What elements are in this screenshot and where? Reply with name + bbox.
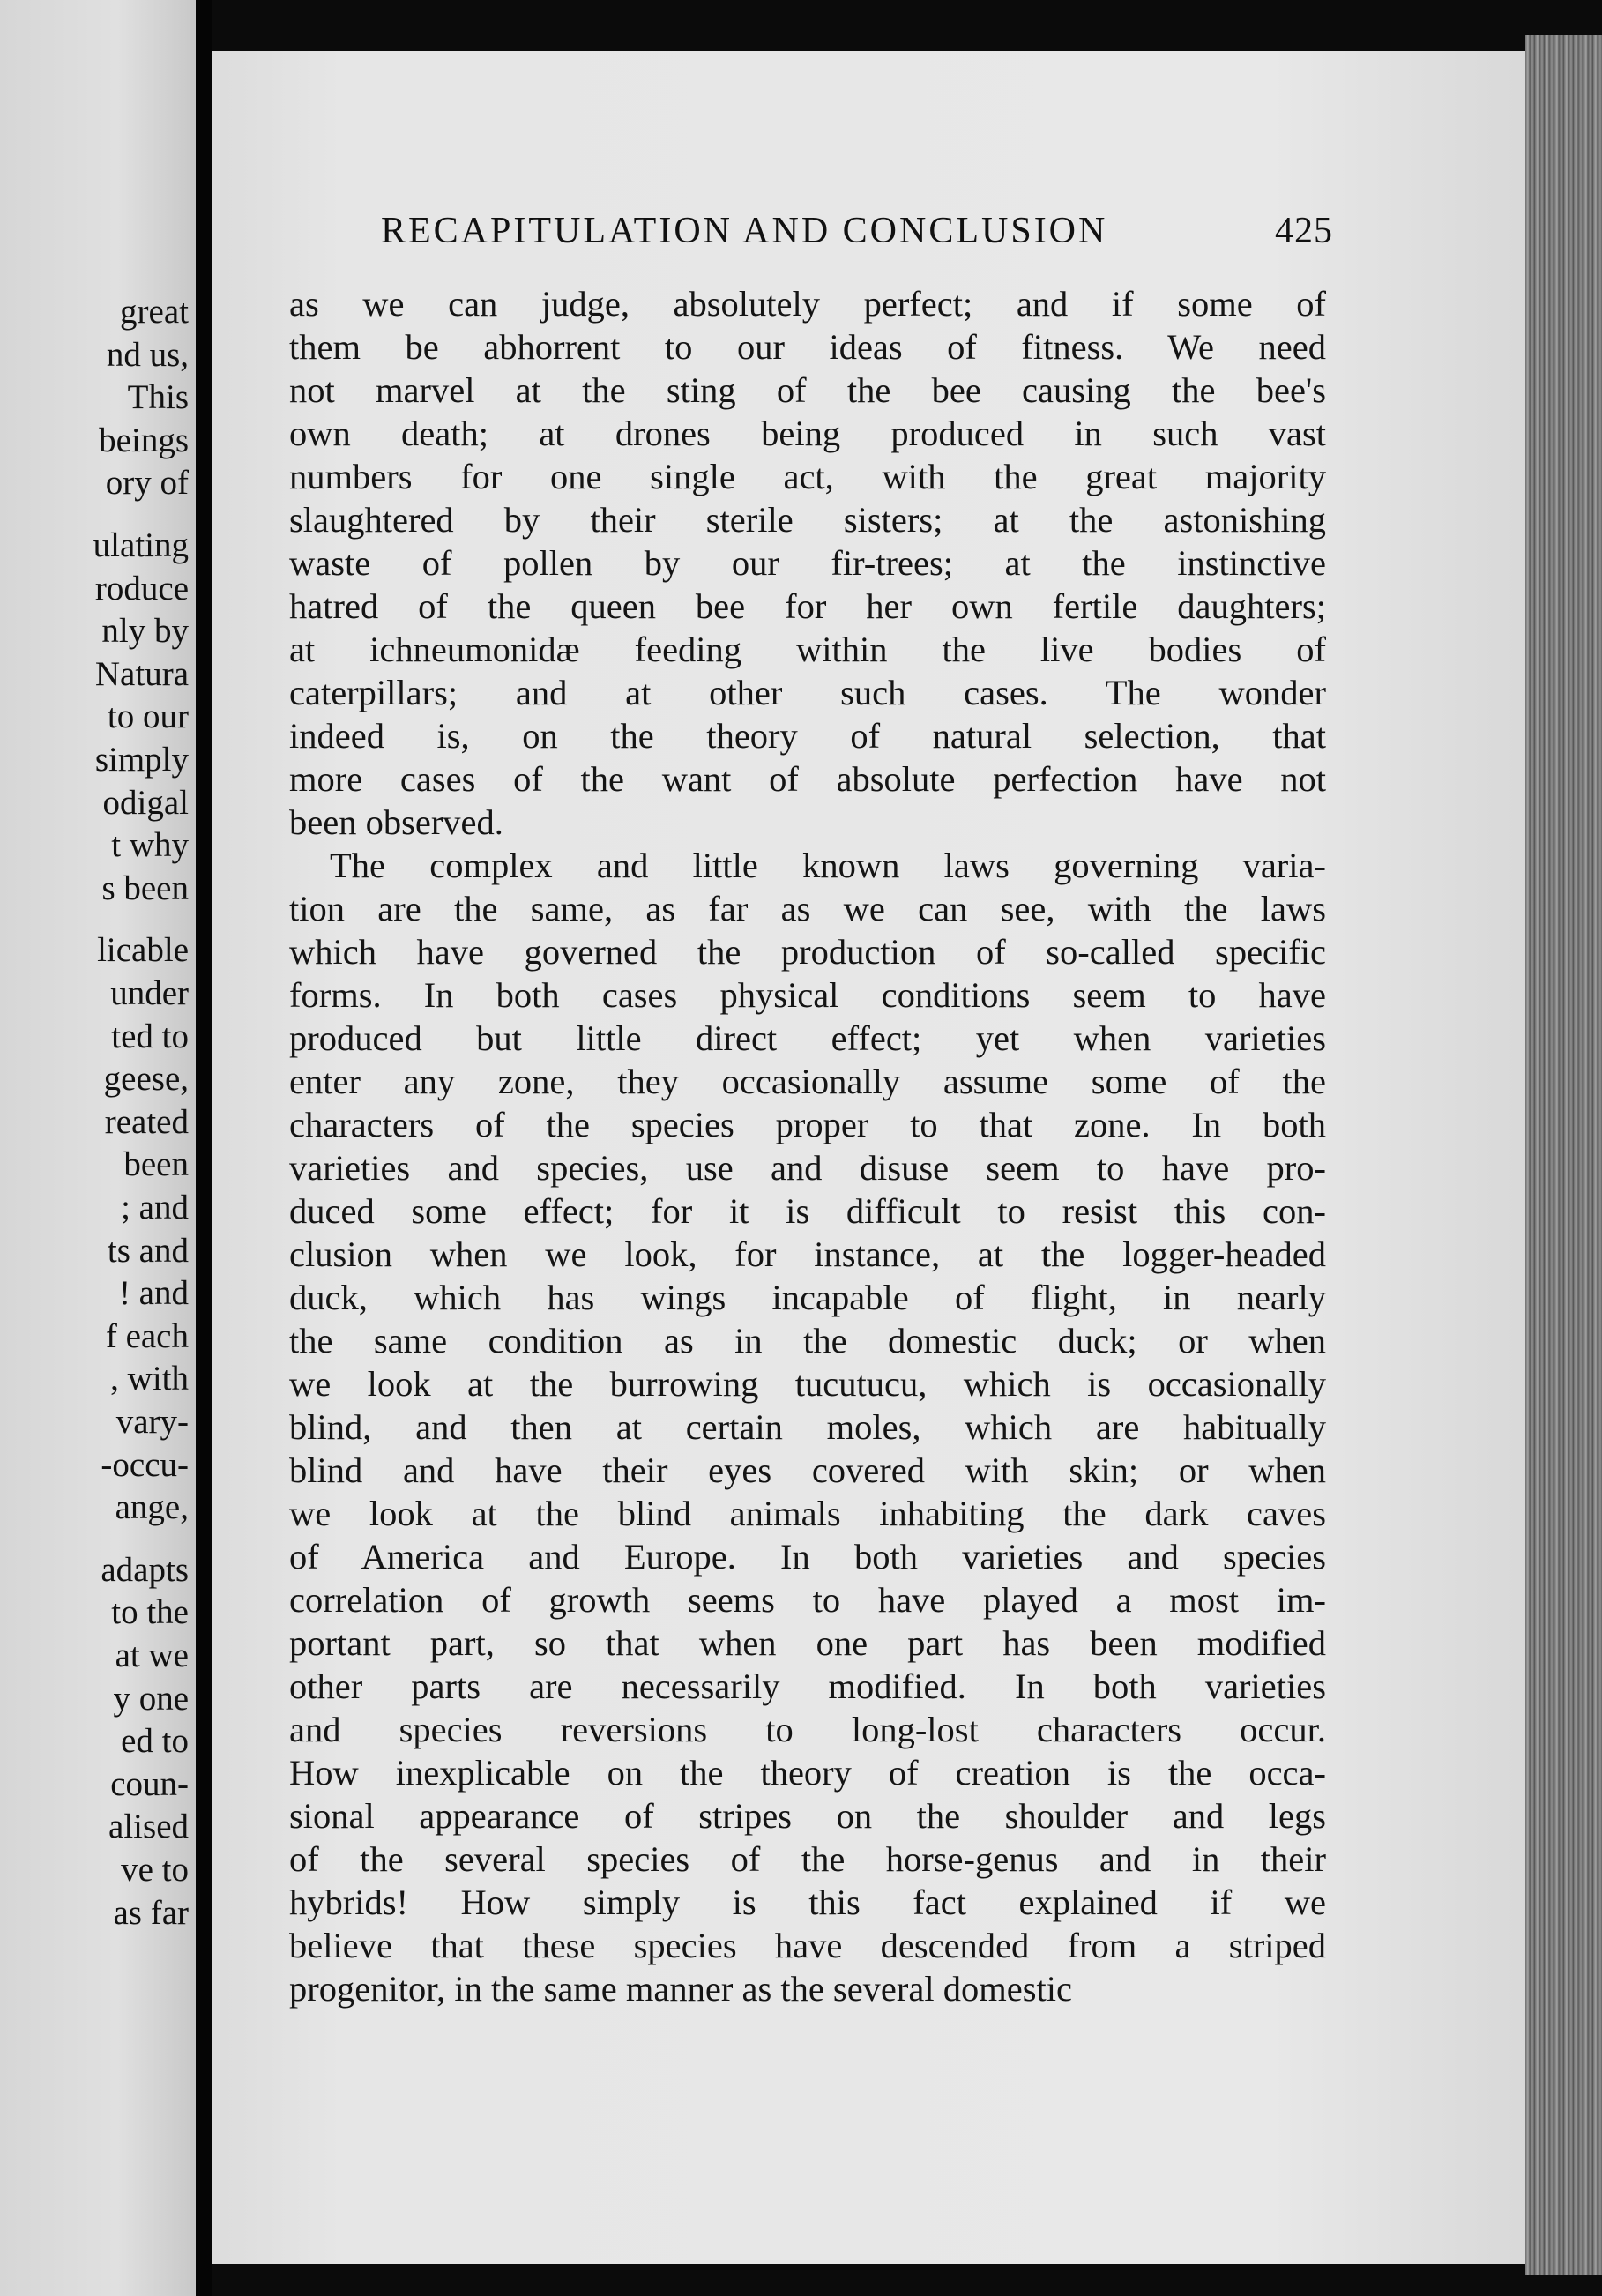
facing-page-text-fragment: y one xyxy=(113,1679,189,1718)
facing-page-text-fragment: odigal xyxy=(102,783,189,822)
facing-page-text-fragment: ange, xyxy=(115,1488,189,1527)
running-head xyxy=(381,210,1333,252)
text-line: correlation of growth seems to have played a most im- xyxy=(289,1580,1326,1620)
text-line: progenitor, in the same manner as the several domestic xyxy=(289,1969,1072,2009)
running-head-title: RECAPITULATION AND CONCLUSION xyxy=(381,211,1108,251)
facing-page-text-fragment: ! and xyxy=(118,1274,189,1313)
facing-page-text-fragment: at we xyxy=(115,1636,189,1674)
text-line: duck, which has wings incapable of flight, in nearly xyxy=(289,1278,1326,1317)
text-line: blind and have their eyes covered with skin; or when xyxy=(289,1450,1326,1490)
text-line: sional appearance of stripes on the shoulder and legs xyxy=(289,1796,1326,1836)
facing-page-text-fragment: nly by xyxy=(101,612,189,651)
facing-page-text-fragment: nd us, xyxy=(106,335,189,374)
text-line: forms. In both cases physical conditions seem to have xyxy=(289,975,1326,1015)
facing-page-text-fragment: , with xyxy=(110,1360,189,1398)
text-line: the same condition as in the domestic duck; or when xyxy=(289,1321,1326,1360)
text-line: The complex and little known laws governing varia- xyxy=(330,846,1326,885)
facing-page-text-fragment: adapts xyxy=(101,1550,189,1589)
facing-page-text-fragment: ted to xyxy=(111,1017,189,1055)
text-line: which have governed the production of so-called specific xyxy=(289,932,1326,972)
facing-page-fragment xyxy=(0,0,196,2296)
text-line: How inexplicable on the theory of creation is the occa- xyxy=(289,1753,1326,1793)
facing-page-text-fragment: ve to xyxy=(121,1851,189,1889)
text-line: of the several species of the horse-genus and in their xyxy=(289,1839,1326,1879)
facing-page-text-fragment: roduce xyxy=(94,569,189,608)
text-line: believe that these species have descended from a striped xyxy=(289,1926,1326,1965)
text-line: duced some effect; for it is difficult to resist this con- xyxy=(289,1191,1326,1231)
text-line: them be abhorrent to our ideas of fitness. We need xyxy=(289,327,1326,367)
text-line: characters of the species proper to that zone. In both xyxy=(289,1105,1326,1144)
text-line: hybrids! How simply is this fact explained if we xyxy=(289,1882,1326,1922)
text-line: blind, and then at certain moles, which are habitually xyxy=(289,1407,1326,1447)
facing-page-text-fragment: beings xyxy=(99,421,189,459)
text-line: numbers for one single act, with the great majority xyxy=(289,457,1326,496)
text-line: indeed is, on the theory of natural selection, that xyxy=(289,716,1326,756)
facing-page-text-fragment: alised xyxy=(108,1808,189,1846)
text-line: not marvel at the sting of the bee causing the bee's xyxy=(289,370,1326,410)
page-edges xyxy=(1525,35,1602,2275)
book-gutter xyxy=(196,0,212,2296)
facing-page-text-fragment: great xyxy=(120,293,189,331)
text-line: we look at the burrowing tucutucu, which is occasionally xyxy=(289,1364,1326,1404)
text-line: tion are the same, as far as we can see, with the laws xyxy=(289,889,1326,928)
facing-page-text-fragment: to the xyxy=(111,1593,189,1632)
facing-page-text-fragment: licable xyxy=(97,931,189,970)
facing-page-text-fragment: been xyxy=(123,1145,189,1184)
facing-page-text-fragment: -occu- xyxy=(101,1445,189,1484)
facing-page-text-fragment: geese, xyxy=(103,1060,189,1099)
facing-page-text-fragment: ts and xyxy=(107,1231,189,1270)
text-line: at ichneumonidæ feeding within the live bodies of xyxy=(289,630,1326,669)
facing-page-text-fragment: ed to xyxy=(121,1722,189,1761)
facing-page-text-fragment: vary- xyxy=(115,1403,189,1441)
facing-page-text-fragment: s been xyxy=(101,868,189,907)
text-line: own death; at drones being produced in such vast xyxy=(289,414,1326,453)
facing-page-text-fragment: reated xyxy=(104,1102,189,1141)
body-text xyxy=(289,282,1326,2010)
facing-page-text-fragment: ory of xyxy=(105,464,189,503)
facing-page-text-fragment: ulating xyxy=(93,526,189,564)
text-line: waste of pollen by our fir-trees; at the instinctive xyxy=(289,543,1326,583)
text-line: clusion when we look, for instance, at the logger-headed xyxy=(289,1234,1326,1274)
facing-page-text-fragment: Natura xyxy=(94,654,189,693)
text-line: hatred of the queen bee for her own fertile daughters; xyxy=(289,586,1326,626)
facing-page-text-fragment: This xyxy=(127,378,189,417)
page-number: 425 xyxy=(1275,211,1333,251)
facing-page-text-fragment: as far xyxy=(113,1893,189,1932)
text-line: been observed. xyxy=(289,802,503,842)
text-line: other parts are necessarily modified. In both varieties xyxy=(289,1666,1326,1706)
text-line: produced but little direct effect; yet when varieties xyxy=(289,1018,1326,1058)
text-line: enter any zone, they occasionally assume some of the xyxy=(289,1062,1326,1101)
text-line: more cases of the want of absolute perfection have not xyxy=(289,759,1326,799)
facing-page-text-fragment: simply xyxy=(94,741,189,779)
text-line: we look at the blind animals inhabiting the dark caves xyxy=(289,1494,1326,1533)
text-line: of America and Europe. In both varieties and species xyxy=(289,1537,1326,1577)
facing-page-text-fragment: to our xyxy=(107,697,189,736)
text-line: portant part, so that when one part has been modified xyxy=(289,1623,1326,1663)
facing-page-text-fragment: coun- xyxy=(110,1764,189,1803)
facing-page-text-fragment: under xyxy=(110,974,189,1012)
facing-page-text-fragment: f each xyxy=(105,1316,189,1355)
facing-page-text-fragment: ; and xyxy=(121,1189,189,1226)
text-line: caterpillars; and at other such cases. The wonder xyxy=(289,673,1326,712)
text-line: and species reversions to long-lost characters occur. xyxy=(289,1710,1326,1749)
facing-page-text-fragment: t why xyxy=(111,826,189,865)
text-line: as we can judge, absolutely perfect; and if some of xyxy=(289,284,1326,324)
text-line: varieties and species, use and disuse seem to have pro- xyxy=(289,1148,1326,1188)
text-line: slaughtered by their sterile sisters; at the astonishing xyxy=(289,500,1326,540)
